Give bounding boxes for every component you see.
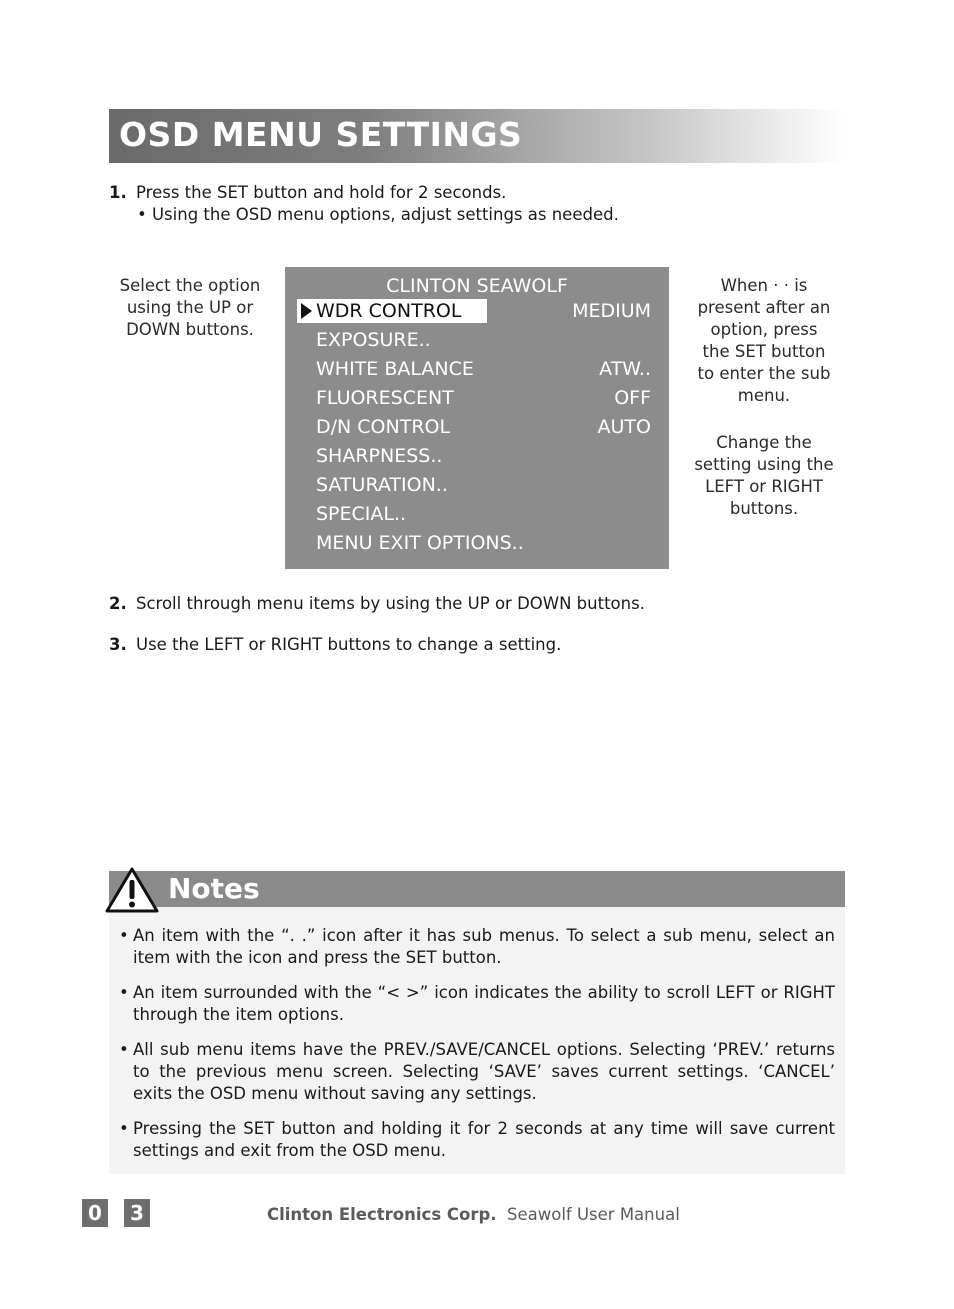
section-title-bar: [109, 109, 845, 163]
osd-item-white-balance: [316, 358, 651, 382]
note-item-save-and-exit: [119, 1118, 835, 1162]
step-text: Use the LEFT or RIGHT buttons to change a setting.: [136, 635, 562, 654]
osd-item-label: WHITE BALANCE: [316, 358, 474, 380]
osd-menu-title: CLINTON SEAWOLF: [386, 275, 568, 297]
osd-item-label: EXPOSURE..: [316, 329, 431, 351]
footer-company: Clinton Electronics Corp.: [267, 1205, 497, 1224]
selection-arrow-icon: [301, 303, 312, 319]
osd-item-label: MENU EXIT OPTIONS..: [316, 532, 524, 554]
notes-title: Notes: [168, 872, 260, 905]
osd-item-value: MEDIUM: [572, 300, 651, 322]
step-number: 3.: [109, 635, 127, 654]
note-line: buttons.: [729, 499, 799, 518]
note-line: setting using the: [694, 455, 834, 474]
osd-item-fluorescent: [316, 387, 651, 411]
note-text: An item with the “. .” icon after it has sub menus. To select a sub menu, select an item with the icon and press the SET button.: [133, 926, 835, 967]
footer-manual-title: Seawolf User Manual: [507, 1205, 680, 1224]
page-number-digit: 3: [124, 1199, 150, 1227]
osd-menu-screen: [285, 267, 669, 569]
osd-item-label: WDR CONTROL: [316, 300, 462, 322]
note-line: menu.: [737, 386, 791, 405]
warning-icon: [104, 866, 160, 914]
note-line: DOWN buttons.: [126, 320, 254, 339]
note-line: present after an: [697, 298, 831, 317]
note-line: using the UP or: [126, 298, 254, 317]
osd-item-exposure: [316, 329, 651, 353]
step-number: 2.: [109, 594, 127, 613]
note-text: Pressing the SET button and holding it for 2 seconds at any time will save current settings and exit from the OSD menu.: [133, 1119, 835, 1160]
note-line: to enter the sub: [697, 364, 831, 383]
bullet: •: [119, 926, 129, 945]
osd-item-saturation: [316, 474, 651, 498]
note-line: the SET button: [702, 342, 826, 361]
right-instruction-note-submenu: [684, 275, 844, 407]
right-instruction-note-change: [684, 432, 844, 520]
page-title: OSD MENU SETTINGS: [119, 115, 523, 154]
osd-item-value: AUTO: [597, 416, 651, 438]
osd-item-label: SHARPNESS..: [316, 445, 443, 467]
osd-item-label: FLUORESCENT: [316, 387, 454, 409]
osd-item-special: [316, 503, 651, 527]
note-line: option, press: [710, 320, 818, 339]
osd-item-menu-exit-options: [316, 532, 651, 556]
osd-item-label: SATURATION..: [316, 474, 448, 496]
note-line: LEFT or RIGHT: [705, 477, 823, 496]
step-text: Scroll through menu items by using the UP or DOWN buttons.: [136, 594, 645, 613]
osd-item-label: SPECIAL..: [316, 503, 407, 525]
note-line: Change the: [716, 433, 812, 452]
step-text: Press the SET button and hold for 2 seconds.: [136, 183, 507, 202]
osd-item-sharpness: [316, 445, 651, 469]
note-line: Select the option: [119, 276, 261, 295]
note-text: An item surrounded with the “< >” icon indicates the ability to scroll LEFT or RIGHT through the item options.: [133, 983, 835, 1024]
left-instruction-note: [110, 275, 270, 341]
osd-item-label: D/N CONTROL: [316, 416, 451, 438]
step-number: 1.: [109, 183, 127, 202]
page-number-digit: 0: [82, 1199, 108, 1227]
note-item-prev-save-cancel: [119, 1039, 835, 1105]
bullet: •: [119, 1040, 129, 1059]
osd-item-value: ATW..: [599, 358, 651, 380]
note-text: All sub menu items have the PREV./SAVE/CANCEL options. Selecting ‘PREV.’ returns to the previous menu screen. Selecting ‘SAVE’ saves current settings. ‘CANCEL’ exits the OSD menu without saving any settings.: [133, 1040, 835, 1103]
note-item-scroll-options: [119, 982, 835, 1026]
note-line: When · · is: [720, 276, 808, 295]
osd-item-wdr-control: [316, 300, 651, 324]
osd-item-value: OFF: [614, 387, 651, 409]
note-item-submenus: [119, 925, 835, 969]
bullet: •: [119, 1119, 129, 1138]
osd-item-dn-control: [316, 416, 651, 440]
bullet: •: [119, 983, 129, 1002]
step-1-sub-bullet: • Using the OSD menu options, adjust settings as needed.: [137, 205, 619, 224]
